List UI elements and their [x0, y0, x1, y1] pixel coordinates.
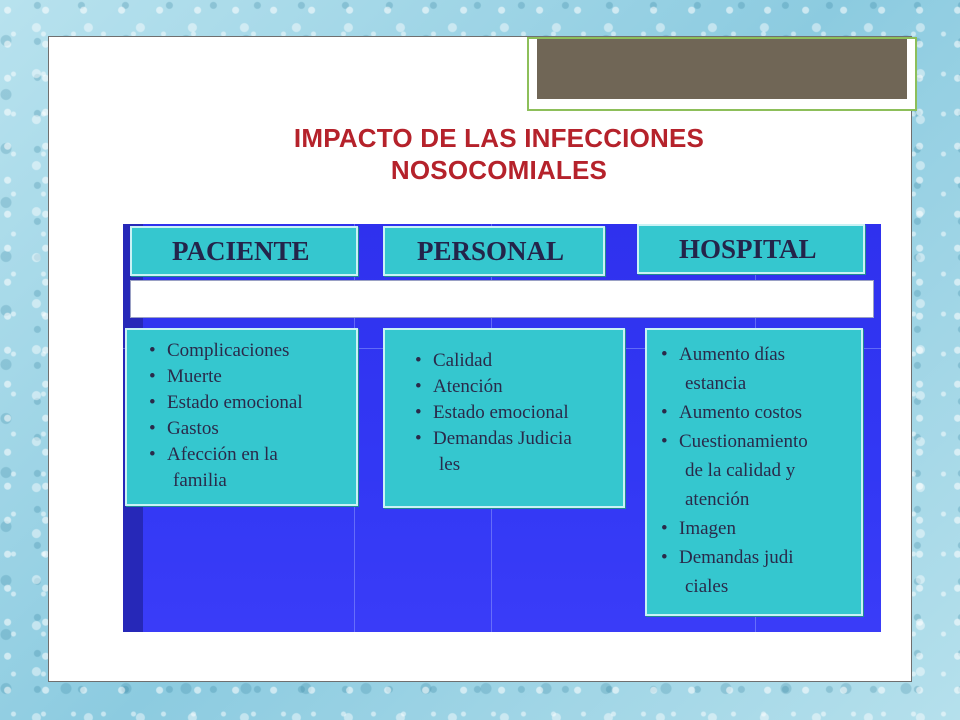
- list-item: • Estado emocional: [433, 400, 623, 426]
- top-tab: [527, 37, 917, 111]
- list-item: • Complicaciones: [167, 338, 356, 364]
- list-item: les: [439, 454, 461, 475]
- title-line-1: IMPACTO DE LAS INFECCIONES: [293, 123, 705, 153]
- list-personal: [383, 328, 625, 508]
- list-item: atención: [685, 489, 750, 510]
- list-item: • Muerte: [167, 364, 356, 390]
- list-item: • Demandas Judicia: [433, 426, 623, 452]
- list-item: • Atención: [433, 374, 623, 400]
- list-item: • Gastos: [167, 416, 356, 442]
- list-paciente: [125, 328, 358, 506]
- slide-title: [122, 122, 876, 186]
- impact-diagram: [123, 224, 881, 632]
- header-paciente-label: PACIENTE: [172, 235, 310, 266]
- list-item: • Aumento días: [679, 340, 861, 369]
- list-item: • Imagen: [679, 514, 861, 543]
- list-item: estancia: [685, 373, 747, 394]
- header-paciente: [130, 226, 358, 276]
- list-item: • Afección en la: [167, 442, 356, 468]
- header-personal: [383, 226, 605, 276]
- list-item: de la calidad y: [685, 460, 796, 481]
- list-hospital: [645, 328, 863, 616]
- list-item: • Aumento costos: [679, 398, 861, 427]
- top-tab-fill: [537, 39, 907, 99]
- list-item: • Demandas judi: [679, 543, 861, 572]
- list-item: familia: [173, 470, 227, 491]
- blank-bar: [130, 280, 874, 318]
- header-hospital-label: HOSPITAL: [679, 233, 817, 264]
- header-personal-label: PERSONAL: [417, 235, 565, 266]
- list-item: • Cuestionamiento: [679, 427, 861, 456]
- header-hospital: [637, 224, 865, 274]
- list-item: • Calidad: [433, 348, 623, 374]
- list-item: ciales: [685, 576, 729, 597]
- list-item: • Estado emocional: [167, 390, 356, 416]
- title-line-2: NOSOCOMIALES: [390, 155, 608, 185]
